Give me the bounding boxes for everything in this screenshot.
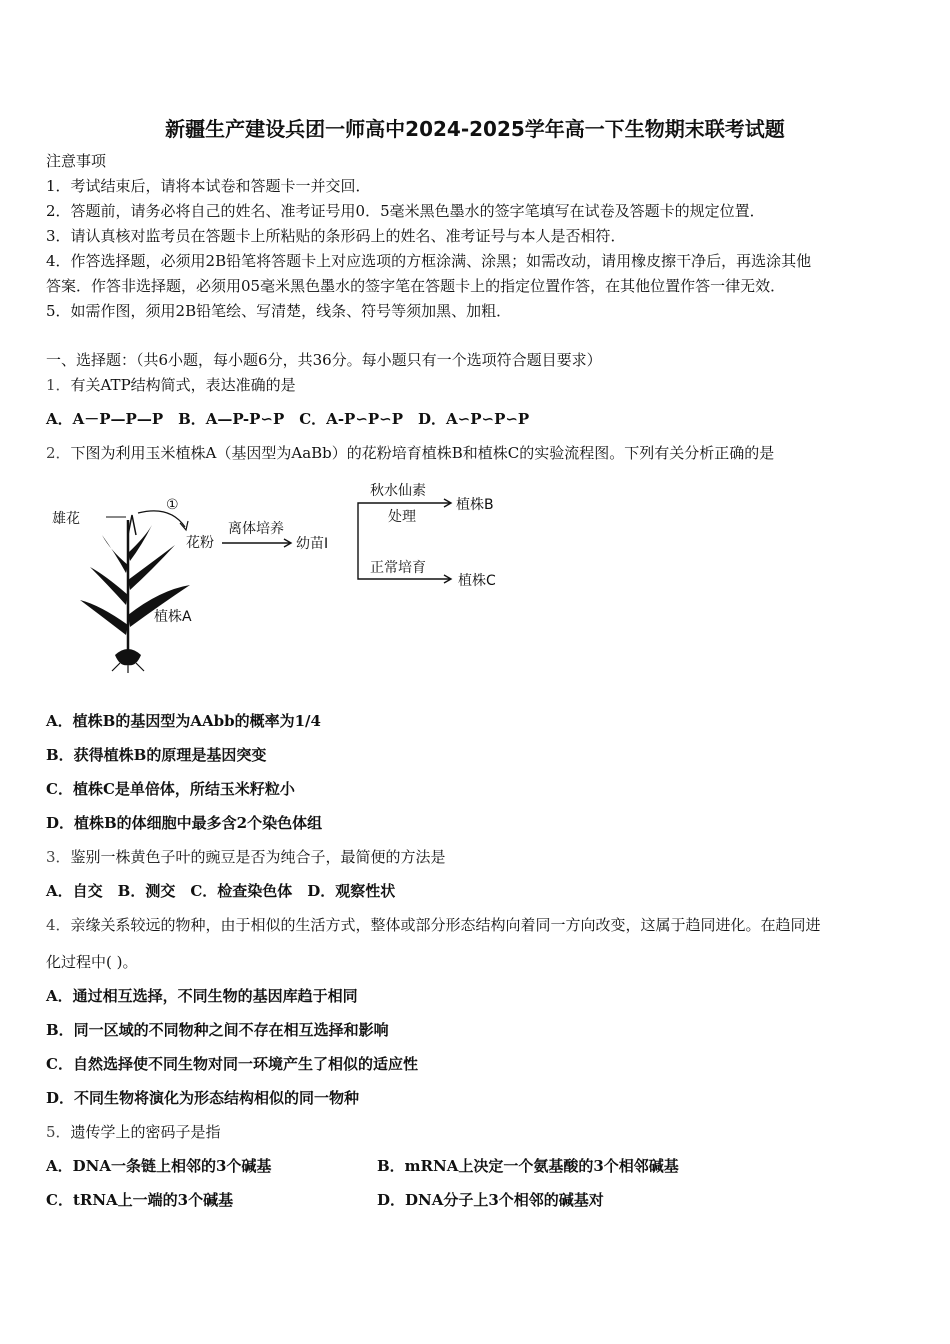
question-5	[46, 1122, 221, 1142]
question-2-option-c: C．植株C是单倍体，所结玉米籽粒小	[46, 780, 295, 798]
seedling-label: 幼苗Ⅰ	[296, 536, 329, 552]
corn-plant-illustration	[80, 515, 190, 673]
notice-item-3: 3．请认真核对监考员在答题卡上所粘贴的条形码上的姓名、准考证号与本人是否相符．	[46, 227, 626, 245]
question-2	[46, 443, 774, 463]
notice-heading: 注意事项	[46, 152, 107, 170]
question-3	[46, 847, 446, 867]
colchicine-label: 秋水仙素	[370, 483, 426, 499]
question-3-options: A．自交 B．测交 C．检查染色体 D．观察性状	[46, 882, 396, 900]
question-5-option-c: C．tRNA上一端的3个碱基	[46, 1191, 234, 1209]
step-marker: ①	[166, 497, 179, 513]
question-stem: 遗传学上的密码子是指	[70, 1123, 221, 1141]
page-title: 新疆生产建设兵团一师高中2024-2025学年高一下生物期末联考试题	[165, 117, 785, 141]
question-2-option-a: A．植株B的基因型为AAbb的概率为1/4	[46, 712, 321, 730]
notice-item-2: 2．答题前，请务必将自己的姓名、准考证号用0．5毫米黑色墨水的签字笔填写在试卷及答题卡的规定位置．	[46, 202, 765, 220]
plant-c-label: 植株C	[458, 573, 496, 589]
normal-culture-label: 正常培育	[370, 560, 426, 576]
question-stem: 下图为利用玉米植株A（基因型为AaBb）的花粉培育植株B和植株C的实验流程图。下列有关分析正确的是	[70, 444, 775, 462]
pollen-label: 花粉	[186, 535, 214, 551]
treat-label: 处理	[388, 509, 416, 525]
question-2-option-d: D．植株B的体细胞中最多含2个染色体组	[46, 814, 323, 832]
question-4-option-c: C．自然选择使不同生物对同一环境产生了相似的适应性	[46, 1055, 418, 1073]
question-number: 4．	[46, 916, 71, 934]
section-heading: 一、选择题：（共6小题，每小题6分，共36分。每小题只有一个选项符合题目要求）	[46, 351, 602, 369]
question-stem: 有关ATP结构简式，表达准确的是	[70, 376, 296, 394]
flow-diagram	[40, 475, 520, 675]
question-stem: 鉴别一株黄色子叶的豌豆是否为纯合子，最简便的方法是	[70, 848, 446, 866]
question-number: 5．	[46, 1123, 71, 1141]
notice-item-4-cont: 答案．作答非选择题，必须用05毫米黑色墨水的签字笔在答题卡上的指定位置作答，在其他位置作答一律无效．	[46, 277, 786, 295]
culture-label: 离体培养	[228, 521, 284, 537]
question-5-option-a: A．DNA一条链上相邻的3个碱基	[46, 1157, 272, 1175]
question-4-option-d: D．不同生物将演化为形态结构相似的同一物种	[46, 1089, 360, 1107]
question-2-option-b: B．获得植株B的原理是基因突变	[46, 746, 267, 764]
question-5-option-b: B．mRNA上决定一个氨基酸的3个相邻碱基	[377, 1157, 679, 1175]
question-4-option-b: B．同一区域的不同物种之间不存在相互选择和影响	[46, 1021, 389, 1039]
question-1-options: A．A－P—P—P B．A—P-P∽P C．A-P∽P∽P D．A∽P∽P∽P	[46, 410, 530, 428]
question-1	[46, 375, 296, 395]
notice-item-1: 1．考试结束后，请将本试卷和答题卡一并交回．	[46, 177, 371, 195]
notice-item-5: 5．如需作图，须用2B铅笔绘、写清楚，线条、符号等须加黑、加粗．	[46, 302, 512, 320]
question-4-option-a: A．通过相互选择，不同生物的基因库趋于相同	[46, 987, 358, 1005]
question-4	[46, 915, 821, 935]
question-number: 2．	[46, 444, 71, 462]
plant-b-label: 植株B	[456, 497, 494, 513]
plant-a-label: 植株A	[154, 609, 192, 625]
question-4-stem-cont: 化过程中( )。	[46, 953, 138, 971]
question-stem: 亲缘关系较远的物种，由于相似的生活方式，整体或部分形态结构向着同一方向改变，这属于趋同进化。在趋同进	[70, 916, 821, 934]
arrow-1	[138, 511, 185, 527]
male-flower-label: 雄花	[52, 511, 80, 527]
question-number: 3．	[46, 848, 71, 866]
question-number: 1．	[46, 376, 71, 394]
question-5-option-d: D．DNA分子上3个相邻的碱基对	[377, 1191, 604, 1209]
notice-item-4: 4．作答选择题，必须用2B铅笔将答题卡上对应选项的方框涂满、涂黑；如需改动，请用橡皮擦干净后，再选涂其他	[46, 252, 812, 270]
